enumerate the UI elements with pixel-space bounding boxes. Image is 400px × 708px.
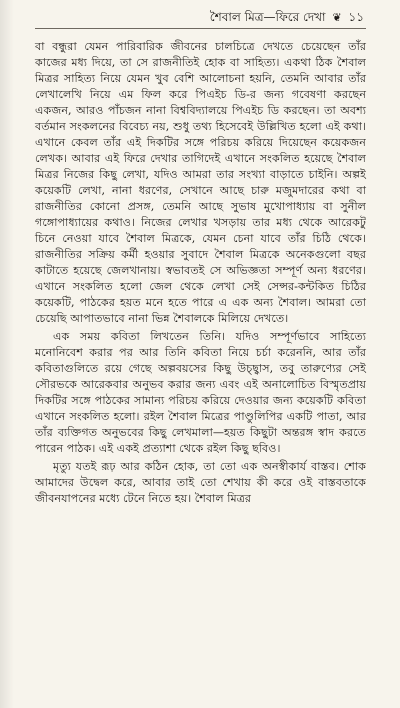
paragraph-1: বা বন্ধুরা যেমন পারিবারিক জীবনের চালচিত্রে দেখতে চেয়েছেন তাঁর কাজের মধ্য দিয়ে, তা সে রাজনীতিই হোক বা সাহিত্য। একথা ঠিক শৈবাল মিত্রর সাহিত্য নিয়ে যেমন খুব বেশি আলোচনা হয়নি, তেমনি আবার তাঁর লেখালেখি নিয়ে এম ফিল করে পিএইচ ডি-র জন্য গবেষণা করছেন একজন, আরও পাঁচজন নানা বিশ্ববিদ্যালয়ে পিএইচ ডি করছেন। তা অবশ্য বর্তমান সংকলনের বিবেচ্য নয়, শুধু তথ্য হিসেবেই উল্লিখিত হলো এই কথা। এখানে কেবল তাঁর এই দিকটির সঙ্গে পরিচয় করিয়ে দিয়েছেন কয়েকজন লেখক। আবার এই ফিরে দেখার তাগিদেই এখানে সংকলিত হয়েছে শৈবাল মিত্রর নিজের কিছু লেখা, যদিও আমরা তার সংখ্যা বাড়াতে চাইনি। অল্পই কয়েকটি লেখা, নানা ধরণের, সেখানে আছে চারু মজুমদারের কথা বা রাজনীতির কোনো প্রসঙ্গ, তেমনি আছে সুভাষ মুখোপাধ্যায় বা সুনীল গঙ্গোপাধ্যায়ের কথাও। নিজের লেখার খসড়ায় তার মধ্য থেকে আরেকটু চিনে নেওয়া যাবে শৈবাল মিত্রকে, যেমন চেনা যাবে তাঁর চিঠি থেকে। রাজনীতির সক্রিয় কর্মী হওয়ার সুবাদে শৈবাল মিত্রকে অনেকগুলো বছর কাটাতে হয়েছে জেলখানায়। স্বভাবতই সে অভিজ্ঞতা সম্পূর্ণ অন্য ধরণের। এখানে সংকলিত হলো জেল থেকে লেখা সেই সেন্সর-কন্টকিত চিঠির কয়েকটি, পাঠকের হয়ত মনে হতে পারে এ এক অন্য শৈবাল। আমরা তো চেয়েছি আপাতভাবে নানা ভিন্ন শৈবালকে মিলিয়ে দেখতে। (35, 40, 366, 325)
body-text (35, 39, 366, 507)
paragraph-3: মৃত্যু যতই রূঢ় আর কঠিন হোক, তা তো এক অনস্বীকার্য বাস্তব। শোক আমাদের উদ্বেল করে, আবার তাই তো শেখায় কী করে ওই বাস্তবতাকে জীবনযাপনের মধ্যে টেনে নিতে হয়। শৈবাল মিত্রর (35, 460, 366, 505)
running-header (35, 6, 366, 28)
header-rule (35, 28, 366, 29)
page-number: ১১ (348, 10, 364, 24)
running-title: শৈবাল মিত্র—ফিরে দেখা (209, 10, 326, 24)
fleuron-ornament: ❦ (332, 11, 342, 24)
paragraph-2: এক সময় কবিতা লিখতেন তিনি। যদিও সম্পূর্ণভাবে সাহিত্যে মনোনিবেশ করার পর আর তিনি কবিতা নিয়ে চর্চা করেননি, আর তাঁর কবিতাগুলিতে রয়ে গেছে অল্পবয়সের কিছু উচ্ছ্বাস, তবু তারুণ্যের সেই সৌরভকে আরেকবার অনুভব করার জন্য এবং এই অনালোচিত বিস্মৃতপ্রায় দিকটির সঙ্গে পাঠকের সামান্য পরিচয় করিয়ে দেওয়ার জন্য কয়েকটি কবিতা এখানে সংকলিত হলো। রইল শৈবাল মিত্রের পাণ্ডুলিপির একটি পাতা, আর তাঁর ব্যক্তিগত অনুভবের কিছু লেখমালা—হয়ত কিছুটা অন্তরঙ্গ স্বাদ করতে পারেন পাঠক। এই একই প্রত্যাশা থেকে রইল কিছু ছবিও। (35, 330, 366, 455)
